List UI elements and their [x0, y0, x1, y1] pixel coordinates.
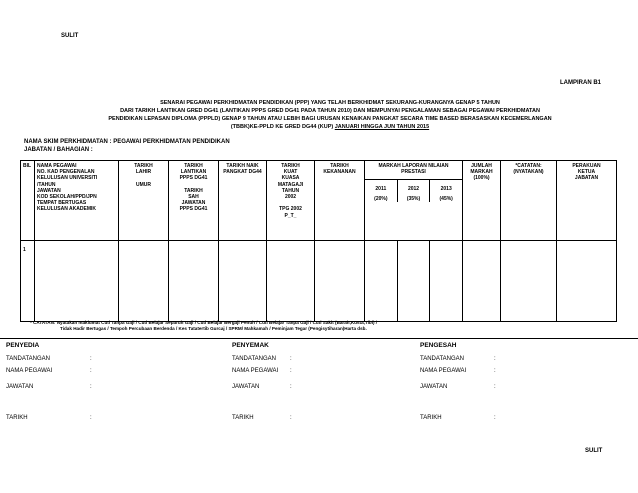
colon: : [494, 356, 496, 362]
colon: : [494, 415, 496, 421]
penyedia-title: PENYEDIA [6, 342, 40, 349]
col-tarikh-lantikan: TARIKH LANTIKAN PPPS DG41 TARIKH SAH JAWATAN PPPS DG41 [169, 161, 219, 241]
table-header-row [21, 161, 617, 241]
title-period: JANUARI HINGGA JUN TAHUN 2015 [334, 124, 430, 130]
col-bil: BIL [21, 161, 35, 241]
pengesah-title: PENGESAH [420, 342, 457, 349]
sulit-label-top: SULIT [61, 33, 79, 39]
col-tarikh-naik: TARIKH NAIK PANGKAT DG44 [219, 161, 267, 241]
penyemak-tarikh-label: TARIKH [232, 415, 254, 421]
divider [0, 338, 638, 339]
table-row [21, 241, 617, 322]
colon: : [494, 368, 496, 374]
col-tarikh-lahir: TARIKH LAHIR UMUR [119, 161, 169, 241]
title-line-2: DARI TARIKH LANTIKAN GRED DG41 (LANTIKAN PPPS GRED DG41 PADA TAHUN 2010) DAN MEMPUNYAI PENGALAMAN SEBAGAI PEGAWAI PERKHIDMATAN [120, 108, 540, 114]
col-tarikh-kuat-kuasa: TARIKH KUAT KUASA MATAGAJI TAHUN 2002 TPG 2002 P_T_ [267, 161, 315, 241]
col-nama: NAMA PEGAWAI NO. KAD PENGENALAN KELULUSAN UNIVERSITI /TAHUN JAWATAN KOD SEKOLAH/PPD/JPN TEMPAT BERTUGAS KELULUSAN AKADEMIK [35, 161, 119, 241]
lampiran-label: LAMPIRAN B1 [560, 80, 602, 86]
row-bil: 1 [21, 241, 35, 322]
colon: : [90, 368, 92, 374]
penyemak-title: PENYEMAK [232, 342, 269, 349]
pengesah-tandatangan-label: TANDATANGAN [420, 356, 465, 362]
col-markah-prestasi: MARKAH LAPORAN NILAIAN PRESTASI 2011 (20%) 2012 (35%) 2013 (45%) [365, 161, 463, 241]
penyemak-nama-label: NAMA PEGAWAI [232, 368, 279, 374]
jabatan-label: JABATAN / BAHAGIAN : [24, 147, 93, 153]
catatan-line-1: * CATATAN: Nyatakan maklumat Cuti Tanpa Gaji / Cuti Belajar Separuh Gaji / Cuti Belajar Bergaji Penuh / Cuti Belajar Tanpa Gaji / Cuti Sakit (Barah,Kusta,Tibi) / [30, 320, 378, 325]
sulit-label-bottom: SULIT [585, 448, 603, 454]
catatan-line-2: Tidak Hadir Bertugas / Tempoh Percubaan Berdenda / Kes Tatatertib Gurcaj / SPRM/ Mahkamah / Peminjam Tegar (Pengisytiharan)Harta dsb. [60, 326, 367, 331]
skim-label: NAMA SKIM PERKHIDMATAN : PEGAWAI PERKHIDMATAN PENDIDIKAN [24, 139, 230, 145]
title-line-4-prefix: (TBBK)KE-PPLD KE GRED DG44 (KUP) [230, 124, 334, 130]
penyedia-tandatangan-label: TANDATANGAN [6, 356, 51, 362]
colon: : [90, 415, 92, 421]
colon: : [290, 384, 292, 390]
penyemak-jawatan-label: JAWATAN [232, 384, 260, 390]
col-kekananan: TARIKH KEKANANAN [315, 161, 365, 241]
colon: : [494, 384, 496, 390]
pengesah-tarikh-label: TARIKH [420, 415, 442, 421]
col-jumlah-markah: JUMLAH MARKAH (100%) [463, 161, 501, 241]
colon: : [90, 384, 92, 390]
title-line-3: PENDIDIKAN LEPASAN DIPLOMA (PPPLD) GENAP 9 TAHUN ATAU LEBIH BAGI URUSAN KENAIKAN PANGKAT SECARA TIME BASED BERASASKAN KECEMERLANGAN [108, 116, 552, 122]
title-line-4 [40, 124, 620, 131]
penyedia-tarikh-label: TARIKH [6, 415, 28, 421]
penyemak-tandatangan-label: TANDATANGAN [232, 356, 277, 362]
colon: : [290, 356, 292, 362]
col-perakuan: PERAKUAN KETUA JABATAN [557, 161, 617, 241]
colon: : [290, 368, 292, 374]
candidate-table [20, 160, 617, 322]
col-catatan: *CATATAN: (NYATAKAN) [501, 161, 557, 241]
pengesah-jawatan-label: JAWATAN [420, 384, 448, 390]
catatan-note [30, 320, 590, 332]
penyedia-jawatan-label: JAWATAN [6, 384, 34, 390]
pengesah-nama-label: NAMA PEGAWAI [420, 368, 467, 374]
colon: : [290, 415, 292, 421]
penyedia-nama-label: NAMA PEGAWAI [6, 368, 53, 374]
colon: : [90, 356, 92, 362]
title-line-1: SENARAI PEGAWAI PERKHIDMATAN PENDIDIKAN (PPP) YANG TELAH BERKHIDMAT SEKURANG-KURANGNYA GENAP 5 TAHUN [160, 100, 500, 106]
